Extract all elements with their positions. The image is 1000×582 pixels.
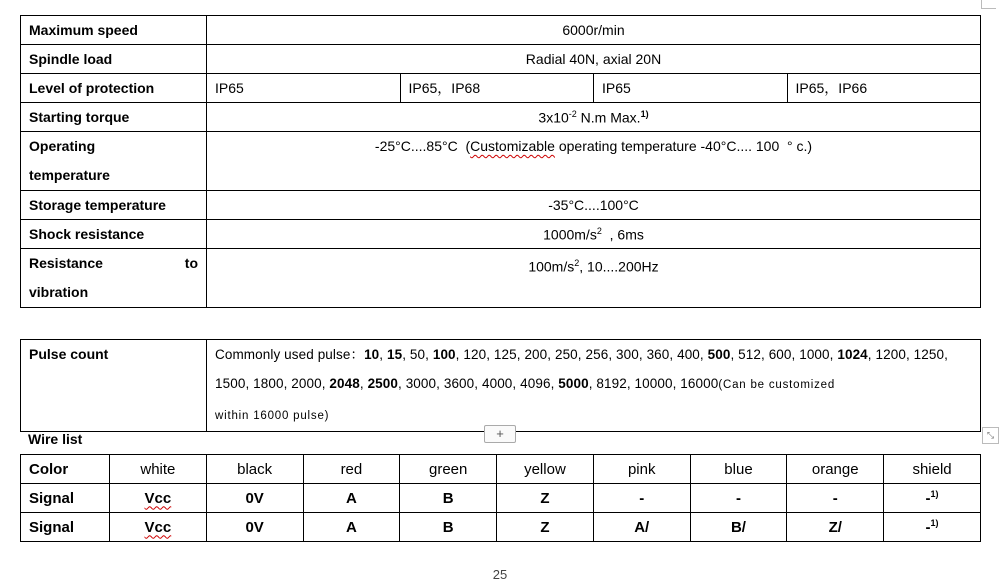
pulse-value: 1250 <box>913 347 945 362</box>
wire-signal: 0V <box>206 513 303 542</box>
wire-color: black <box>206 455 303 484</box>
wire-color: shield <box>884 455 981 484</box>
pulse-value: 1200 <box>875 347 906 362</box>
value-part: -25°C....85°C ( <box>374 138 471 154</box>
shield-value: - <box>925 490 931 507</box>
wire-signal-label: Signal <box>21 513 110 542</box>
label-word: to <box>184 255 198 271</box>
spec-label: Maximum speed <box>21 16 207 45</box>
add-row-button[interactable]: + <box>484 425 516 443</box>
wire-signal: B <box>400 484 497 513</box>
pulse-value: 15 <box>387 347 403 362</box>
wire-signal: - <box>690 484 787 513</box>
spec-value <box>207 249 981 308</box>
pulse-value: 16000 <box>680 376 719 391</box>
label-line: temperature <box>29 167 110 183</box>
wire-signal-row <box>21 484 981 513</box>
spellcheck-word: Vcc <box>144 518 172 536</box>
document-corner-mark <box>981 0 996 9</box>
pulse-value: 200 <box>524 347 548 362</box>
expand-table-icon[interactable]: ⤡ <box>982 427 999 444</box>
spec-label: Storage temperature <box>21 191 207 220</box>
pulse-value: 2048 <box>329 376 360 391</box>
spellcheck-word: Customizable <box>470 138 555 154</box>
pulse-values <box>207 340 981 432</box>
pulse-value: 100 <box>432 347 456 362</box>
pulse-table <box>20 339 981 432</box>
pulse-value: 1000 <box>799 347 830 362</box>
spec-row-storage-temp <box>21 191 981 220</box>
value-part: 1000m/s <box>543 226 597 243</box>
wire-color: blue <box>690 455 787 484</box>
spec-row-operating-temp <box>21 132 981 191</box>
wire-signal: Z <box>497 484 594 513</box>
wire-table <box>20 454 981 542</box>
pulse-intro: Commonly used pulse： <box>215 347 365 362</box>
value-exponent: 2 <box>574 258 580 268</box>
pulse-value: 50 <box>409 347 426 362</box>
pulse-value: 300 <box>616 347 639 362</box>
pulse-value: 120 <box>463 347 487 362</box>
wire-signal: Z/ <box>787 513 884 542</box>
wire-color: white <box>110 455 207 484</box>
protection-value: IP65，IP68 <box>400 74 594 103</box>
wire-color: orange <box>787 455 884 484</box>
protection-value: IP65 <box>207 74 401 103</box>
pulse-value: 4096 <box>520 376 551 391</box>
torque-base: 3x10 <box>538 109 569 126</box>
spec-value: 6000r/min <box>207 16 981 45</box>
protection-value: IP65，IP66 <box>787 74 981 103</box>
wire-signal <box>110 513 207 542</box>
pulse-value: 2500 <box>367 376 398 391</box>
pulse-value: 8192 <box>596 376 627 391</box>
wire-color: yellow <box>497 455 594 484</box>
pulse-value: 512 <box>738 347 761 362</box>
pulse-value: 125 <box>493 347 517 362</box>
pulse-value: 5000 <box>558 376 589 391</box>
wire-signal <box>884 484 981 513</box>
pulse-value: 250 <box>554 347 578 362</box>
wire-signal <box>110 484 207 513</box>
pulse-note: within 16000 pulse) <box>215 410 330 422</box>
pulse-value: 1500 <box>215 376 246 391</box>
spec-label: Level of protection <box>21 74 207 103</box>
pulse-row <box>21 340 981 432</box>
spec-row-torque <box>21 103 981 132</box>
wire-signal: B <box>400 513 497 542</box>
wire-signal: A <box>303 484 400 513</box>
spec-label: Spindle load <box>21 45 207 74</box>
spec-table <box>20 15 981 308</box>
pulse-list: 10, 15, 50, 100, 120, 125, 200, 250, 256, 300, 360, 400, 500, 512, 600, 1000, 1024, 1200, 1250, 1500, 1800, 2000, 2048, 2500, 3000, 3600, 4000, 4096, 5000, 8192, 10000, 16000 <box>215 347 948 391</box>
wire-color: pink <box>593 455 690 484</box>
wire-list-title: Wire list <box>28 431 83 447</box>
value-exponent: 2 <box>596 225 602 236</box>
spec-value <box>207 132 981 191</box>
wire-signal-row <box>21 513 981 542</box>
spec-label <box>21 132 207 191</box>
label-word: Resistance <box>29 255 103 271</box>
spellcheck-word: Vcc <box>144 489 172 507</box>
pulse-value: 1024 <box>837 347 868 362</box>
footnote-marker: 1) <box>930 489 939 499</box>
label-line: vibration <box>29 284 89 300</box>
torque-unit: N.m Max. <box>576 109 641 126</box>
wire-signal: - <box>787 484 884 513</box>
label-line <box>29 249 198 278</box>
pulse-value: 4000 <box>481 376 513 391</box>
spec-row-shock <box>21 220 981 249</box>
pulse-value: 3000 <box>405 376 437 391</box>
footnote-marker: 1) <box>930 518 939 528</box>
spec-row-max-speed <box>21 16 981 45</box>
wire-signal: 0V <box>206 484 303 513</box>
wire-signal: A/ <box>593 513 690 542</box>
wire-signal <box>884 513 981 542</box>
pulse-value: 2000 <box>291 376 322 391</box>
pulse-note: (Can be customized <box>718 379 836 391</box>
spec-value <box>207 103 981 132</box>
pulse-value: 256 <box>585 347 609 362</box>
wire-signal-label: Signal <box>21 484 110 513</box>
wire-signal: Z <box>497 513 594 542</box>
wire-signal: A <box>303 513 400 542</box>
value-part: 100m/s <box>528 258 575 275</box>
spec-label: Shock resistance <box>21 220 207 249</box>
pulse-value: 400 <box>677 347 700 362</box>
pulse-value: 1800 <box>253 376 284 391</box>
wire-color: green <box>400 455 497 484</box>
spec-label: Starting torque <box>21 103 207 132</box>
pulse-value: 600 <box>768 347 792 362</box>
value-part: , 10....200Hz <box>579 258 659 275</box>
protection-value: IP65 <box>594 74 788 103</box>
footnote-marker: 1) <box>640 108 649 119</box>
wire-header-label: Color <box>21 455 110 484</box>
spec-label <box>21 249 207 308</box>
pulse-value: 3600 <box>443 376 475 391</box>
value-part: , 6ms <box>601 226 644 243</box>
label-line: Operating <box>29 138 96 154</box>
torque-exponent: -2 <box>568 108 577 119</box>
wire-color-row <box>21 455 981 484</box>
pulse-value: 10 <box>364 347 380 362</box>
pulse-value: 500 <box>707 347 731 362</box>
wire-color: red <box>303 455 400 484</box>
page-number: 25 <box>492 567 508 582</box>
wire-signal: - <box>593 484 690 513</box>
spec-row-spindle-load <box>21 45 981 74</box>
pulse-value: 360 <box>646 347 670 362</box>
spec-value: Radial 40N, axial 20N <box>207 45 981 74</box>
wire-signal: B/ <box>690 513 787 542</box>
pulse-label: Pulse count <box>21 340 207 432</box>
pulse-value: 10000 <box>634 376 673 391</box>
spec-value: -35°C....100°C <box>207 191 981 220</box>
spec-row-vibration <box>21 249 981 308</box>
spec-value <box>207 220 981 249</box>
shield-value: - <box>925 519 931 536</box>
spec-row-protection <box>21 74 981 103</box>
value-part: operating temperature -40°C.... 100 ° c.) <box>554 138 813 154</box>
